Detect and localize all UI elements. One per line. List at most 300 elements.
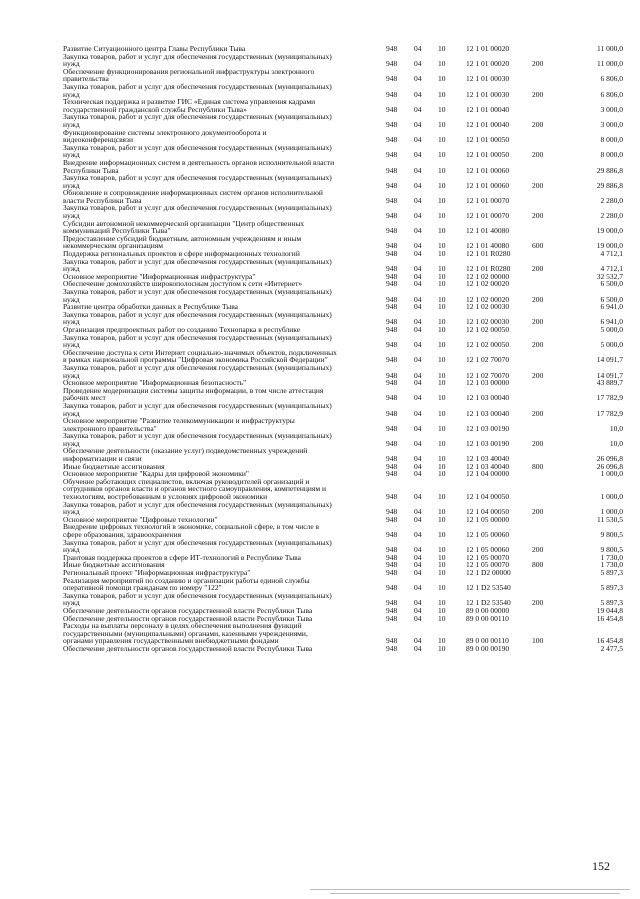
row-description: Закупка товаров, работ и услуг для обеспечения государственных (муниципальных) нужд — [63, 431, 332, 448]
row-expense-type-code: 200 — [532, 438, 544, 448]
row-section-code: 04 — [414, 393, 422, 403]
row-description: Основное мероприятие "Цифровые технологии" — [63, 514, 218, 524]
row-description: Закупка товаров, работ и услуг для обеспечения государственных (муниципальных) нужд — [63, 112, 332, 129]
row-section-code: 04 — [414, 211, 422, 221]
table-row — [63, 622, 623, 645]
row-ministry-code: 948 — [386, 560, 398, 570]
row-amount: 9 800,5 — [600, 545, 623, 555]
row-section-code: 04 — [414, 294, 422, 304]
row-description: Закупка товаров, работ и услуг для обеспечения государственных (муниципальных) нужд — [63, 309, 332, 327]
row-amount: 8 000,0 — [600, 135, 623, 145]
row-amount: 3 000,0 — [600, 119, 623, 129]
row-subsection-code: 10 — [438, 74, 446, 84]
row-amount: 29 886,8 — [596, 180, 623, 190]
row-ministry-code: 948 — [386, 294, 398, 304]
row-target-item-code: 12 1 02 00050 — [466, 340, 510, 350]
row-subsection-code: 10 — [438, 150, 446, 160]
row-ministry-code: 948 — [386, 59, 398, 69]
row-target-item-code: 12 1 03 00000 — [466, 378, 510, 388]
row-subsection-code: 10 — [438, 469, 446, 479]
row-target-item-code: 12 1 02 70070 — [466, 370, 510, 380]
row-ministry-code: 948 — [386, 514, 398, 524]
row-section-code: 04 — [414, 530, 422, 539]
row-target-item-code: 12 1 02 00030 — [466, 317, 510, 327]
row-target-item-code: 12 1 04 00050 — [466, 492, 510, 502]
row-subsection-code: 10 — [438, 104, 446, 114]
row-ministry-code: 948 — [386, 423, 398, 433]
row-subsection-code: 10 — [438, 393, 446, 403]
row-subsection-code: 10 — [438, 165, 446, 175]
row-description: Обеспечение домохозяйств широкополосным доступом к сети «Интернет» — [63, 279, 303, 289]
table-row — [63, 68, 623, 83]
row-expense-type-code: 200 — [532, 294, 544, 304]
row-amount: 1 000,0 — [600, 492, 623, 502]
row-expense-type-code: 200 — [532, 119, 544, 129]
row-target-item-code: 12 1 04 00050 — [466, 507, 510, 517]
row-expense-type-code: 200 — [532, 370, 544, 380]
table-row — [63, 113, 623, 128]
row-ministry-code: 948 — [386, 317, 398, 327]
row-ministry-code: 948 — [386, 605, 398, 615]
row-amount: 1 000,0 — [600, 507, 623, 517]
row-ministry-code: 948 — [386, 340, 398, 350]
row-expense-type-code: 600 — [532, 241, 544, 251]
row-ministry-code: 948 — [386, 393, 398, 403]
row-subsection-code: 10 — [438, 438, 446, 448]
row-section-code: 04 — [414, 567, 422, 577]
row-amount: 5 897,3 — [600, 583, 623, 593]
row-section-code: 04 — [414, 165, 422, 175]
row-subsection-code: 10 — [438, 408, 446, 418]
row-description: Закупка товаров, работ и услуг для обеспечения государственных (муниципальных) нужд — [63, 537, 332, 555]
table-row — [63, 129, 623, 144]
row-ministry-code: 948 — [386, 545, 398, 555]
row-section-code: 04 — [414, 461, 422, 471]
row-target-item-code: 12 1 05 00070 — [466, 560, 510, 570]
row-description: Основное мероприятие "Кадры для цифровой экономики" — [63, 469, 249, 479]
row-target-item-code: 12 1 01 40080 — [466, 226, 510, 236]
row-amount: 6 941,0 — [600, 317, 623, 327]
row-description: Техническая поддержка и развитие ГИС «Единая система управления кадрами государственной гражданской службы Республики Тыва» — [63, 97, 316, 114]
row-subsection-code: 10 — [438, 461, 446, 471]
row-ministry-code: 948 — [386, 636, 398, 646]
row-ministry-code: 948 — [386, 378, 398, 388]
row-section-code: 04 — [414, 264, 422, 274]
row-section-code: 04 — [414, 492, 422, 502]
row-section-code: 04 — [414, 583, 422, 593]
row-description: Обеспечение деятельности (оказание услуг) подведомственных учреждений информатизации и связи — [63, 446, 308, 464]
row-amount: 43 889,7 — [596, 378, 623, 388]
row-description: Обновление и сопровождение информационных систем органов исполнительной власти Республики Тыва — [63, 188, 323, 205]
row-description: Основное мероприятие "Информационная безопасность" — [63, 378, 247, 388]
table-row — [63, 220, 623, 235]
row-target-item-code: 89 0 00 00190 — [466, 643, 510, 653]
row-description: Закупка товаров, работ и услуг для обеспечения государственных (муниципальных) нужд — [63, 256, 332, 274]
row-target-item-code: 12 1 01 00040 — [466, 119, 510, 129]
row-description: Закупка товаров, работ и услуг для обеспечения государственных (муниципальных) нужд — [63, 51, 332, 69]
table-row — [63, 288, 623, 303]
row-target-item-code: 12 1 01 R0280 — [466, 249, 511, 259]
row-target-item-code: 12 1 01 R0280 — [466, 264, 511, 274]
row-description: Основное мероприятие "Развитие телекоммуникации и инфраструктуры электронного правительства" — [63, 416, 295, 433]
row-amount: 16 454,8 — [596, 613, 623, 623]
row-amount: 19 044,8 — [596, 605, 623, 615]
table-row — [63, 645, 623, 653]
row-description: Расходы на выплаты персоналу в целях обеспечения выполнения функций государственными (муниципальными) органами, казенными учреждениями, органами управления государственными внебюджетными фондами — [63, 621, 308, 646]
row-ministry-code: 948 — [386, 74, 398, 84]
row-amount: 11 000,0 — [597, 44, 623, 53]
row-amount: 5 897,3 — [600, 598, 623, 608]
row-target-item-code: 12 1 03 40040 — [466, 454, 510, 464]
table-row — [63, 53, 623, 68]
row-description: Иные бюджетные ассигнования — [63, 461, 165, 471]
row-subsection-code: 10 — [438, 423, 446, 433]
table-row — [63, 592, 623, 607]
table-row — [63, 98, 623, 113]
row-section-code: 04 — [414, 279, 422, 289]
table-row — [63, 417, 623, 432]
row-subsection-code: 10 — [438, 302, 446, 312]
row-subsection-code: 10 — [438, 560, 446, 570]
row-section-code: 04 — [414, 59, 422, 69]
row-target-item-code: 12 1 01 00030 — [466, 74, 510, 84]
row-section-code: 04 — [414, 195, 422, 205]
table-row — [63, 83, 623, 98]
row-expense-type-code: 200 — [532, 150, 544, 160]
row-expense-type-code: 200 — [532, 180, 544, 190]
row-ministry-code: 948 — [386, 438, 398, 448]
row-section-code: 04 — [414, 226, 422, 236]
row-target-item-code: 12 1 03 40040 — [466, 461, 510, 471]
row-target-item-code: 12 1 05 00000 — [466, 514, 510, 524]
table-row — [63, 349, 623, 364]
row-subsection-code: 10 — [438, 226, 446, 236]
row-target-item-code: 12 1 01 00050 — [466, 135, 510, 145]
row-subsection-code: 10 — [438, 317, 446, 327]
row-amount: 19 000,0 — [596, 241, 623, 251]
row-target-item-code: 12 1 01 00020 — [466, 59, 510, 69]
table-row — [63, 204, 623, 219]
row-amount: 11 000,0 — [597, 59, 623, 69]
row-expense-type-code: 200 — [532, 89, 544, 99]
row-ministry-code: 948 — [386, 370, 398, 380]
row-description: Обеспечение деятельности органов государственной власти Республики Тыва — [63, 613, 313, 623]
row-description: Развитие Ситуационного центра Главы Республики Тыва — [63, 44, 246, 53]
row-amount: 5 000,0 — [600, 324, 623, 334]
row-section-code: 04 — [414, 302, 422, 312]
row-subsection-code: 10 — [438, 59, 446, 69]
row-subsection-code: 10 — [438, 294, 446, 304]
row-amount: 2 477,5 — [600, 643, 623, 653]
row-expense-type-code: 200 — [532, 59, 544, 69]
row-target-item-code: 12 1 02 70070 — [466, 355, 510, 365]
row-target-item-code: 12 1 02 00020 — [466, 279, 510, 289]
row-amount: 1 730,0 — [600, 560, 623, 570]
row-expense-type-code: 100 — [532, 636, 544, 646]
row-target-item-code: 89 0 00 00110 — [466, 636, 509, 646]
row-subsection-code: 10 — [438, 195, 446, 205]
row-target-item-code: 12 1 02 00050 — [466, 324, 510, 334]
row-section-code: 04 — [414, 271, 422, 281]
row-subsection-code: 10 — [438, 355, 446, 365]
row-ministry-code: 948 — [386, 271, 398, 281]
row-description: Закупка товаров, работ и услуг для обеспечения государственных (муниципальных) нужд — [63, 590, 332, 608]
row-amount: 11 530,5 — [597, 514, 623, 524]
row-amount: 26 096,8 — [596, 454, 623, 464]
row-ministry-code: 948 — [386, 119, 398, 129]
row-ministry-code: 948 — [386, 492, 398, 502]
row-ministry-code: 948 — [386, 552, 398, 562]
row-expense-type-code: 200 — [532, 264, 544, 274]
row-target-item-code: 12 1 03 00190 — [466, 423, 510, 433]
row-subsection-code: 10 — [438, 44, 446, 53]
row-ministry-code: 948 — [386, 180, 398, 190]
row-expense-type-code: 200 — [532, 211, 544, 221]
row-ministry-code: 948 — [386, 567, 398, 577]
row-amount: 29 886,8 — [596, 165, 623, 175]
row-amount: 3 000,0 — [600, 104, 623, 114]
row-subsection-code: 10 — [438, 605, 446, 615]
row-target-item-code: 12 1 02 00030 — [466, 302, 510, 312]
row-ministry-code: 948 — [386, 613, 398, 623]
row-section-code: 04 — [414, 423, 422, 433]
row-description: Закупка товаров, работ и услуг для обеспечения государственных (муниципальных) нужд — [63, 81, 332, 99]
row-amount: 16 454,8 — [596, 636, 623, 646]
row-section-code: 04 — [414, 552, 422, 562]
table-row — [63, 447, 623, 462]
row-section-code: 04 — [414, 643, 422, 653]
row-subsection-code: 10 — [438, 643, 446, 653]
row-target-item-code: 12 1 01 00020 — [466, 44, 510, 53]
row-subsection-code: 10 — [438, 370, 446, 380]
row-description: Развитие центра обработки данных в Республике Тыва — [63, 302, 239, 312]
row-section-code: 04 — [414, 560, 422, 570]
row-target-item-code: 12 1 04 00000 — [466, 469, 510, 479]
table-row — [63, 189, 623, 204]
row-expense-type-code: 800 — [532, 560, 544, 570]
row-section-code: 04 — [414, 44, 422, 53]
row-section-code: 04 — [414, 378, 422, 388]
row-amount: 5 897,3 — [600, 567, 623, 577]
row-section-code: 04 — [414, 454, 422, 464]
table-row — [63, 539, 623, 554]
table-row — [63, 235, 623, 250]
row-ministry-code: 948 — [386, 454, 398, 464]
row-amount: 6 941,0 — [600, 302, 623, 312]
row-ministry-code: 948 — [386, 135, 398, 145]
row-subsection-code: 10 — [438, 271, 446, 281]
row-ministry-code: 948 — [386, 226, 398, 236]
row-target-item-code: 12 1 05 00070 — [466, 552, 510, 562]
page-number: 152 — [592, 859, 610, 873]
row-description: Предоставление субсидий бюджетным, автономным учреждениям и иным некоммерческим организациям — [63, 233, 302, 251]
row-target-item-code: 12 1 02 00000 — [466, 271, 510, 281]
row-target-item-code: 12 1 05 00060 — [466, 545, 510, 555]
row-description: Обеспечение деятельности органов государственной власти Республики Тыва — [63, 643, 313, 653]
row-ministry-code: 948 — [386, 89, 398, 99]
row-amount: 10,0 — [609, 438, 623, 448]
row-subsection-code: 10 — [438, 545, 446, 555]
row-ministry-code: 948 — [386, 598, 398, 608]
row-target-item-code: 12 1 01 00070 — [466, 195, 510, 205]
row-target-item-code: 89 0 00 00110 — [466, 613, 509, 623]
row-subsection-code: 10 — [438, 454, 446, 464]
row-description: Закупка товаров, работ и услуг для обеспечения государственных (муниципальных) нужд — [63, 400, 332, 418]
row-amount: 32 532,7 — [596, 271, 623, 281]
row-description: Обеспечение доступа к сети Интернет социально-значимых объектов, подключенных в рамках национальной программы "Цифровая экономика Российской Федерации" — [63, 347, 337, 365]
table-row — [63, 523, 623, 538]
row-section-code: 04 — [414, 605, 422, 615]
table-row — [63, 478, 623, 501]
row-subsection-code: 10 — [438, 249, 446, 259]
row-description: Иные бюджетные ассигнования — [63, 560, 165, 570]
row-ministry-code: 948 — [386, 211, 398, 221]
row-ministry-code: 948 — [386, 104, 398, 114]
scan-footer-line — [310, 889, 630, 890]
table-row — [63, 501, 623, 516]
row-ministry-code: 948 — [386, 643, 398, 653]
row-amount: 1 730,0 — [600, 552, 623, 562]
row-amount: 6 806,0 — [600, 74, 623, 84]
budget-table — [63, 45, 623, 653]
row-amount: 4 712,1 — [600, 249, 623, 259]
row-section-code: 04 — [414, 469, 422, 479]
row-target-item-code: 12 1 D2 53540 — [466, 598, 511, 608]
row-section-code: 04 — [414, 135, 422, 145]
row-amount: 5 000,0 — [600, 340, 623, 350]
row-description: Организация предпроектных работ по созданию Технопарка в республике — [63, 324, 301, 334]
row-description: Внедрение цифровых технологий в экономике, социальной сфере, в том числе в сфере образования, здравоохранения — [63, 522, 320, 539]
row-ministry-code: 948 — [386, 195, 398, 205]
row-target-item-code: 12 1 01 40080 — [466, 241, 510, 251]
row-ministry-code: 948 — [386, 165, 398, 175]
row-ministry-code: 948 — [386, 279, 398, 289]
row-amount: 8 000,0 — [600, 150, 623, 160]
row-section-code: 04 — [414, 150, 422, 160]
row-description: Закупка товаров, работ и услуг для обеспечения государственных (муниципальных) нужд — [63, 362, 332, 380]
row-subsection-code: 10 — [438, 552, 446, 562]
row-ministry-code: 948 — [386, 583, 398, 593]
row-amount: 14 091,7 — [596, 370, 623, 380]
row-ministry-code: 948 — [386, 469, 398, 479]
row-section-code: 04 — [414, 340, 422, 350]
row-section-code: 04 — [414, 545, 422, 555]
row-subsection-code: 10 — [438, 135, 446, 145]
row-description: Закупка товаров, работ и услуг для обеспечения государственных (муниципальных) нужд — [63, 499, 332, 517]
row-subsection-code: 10 — [438, 119, 446, 129]
row-section-code: 04 — [414, 89, 422, 99]
row-section-code: 04 — [414, 507, 422, 517]
table-row — [63, 159, 623, 174]
row-description: Основное мероприятие "Информационная инфраструктура" — [63, 271, 256, 281]
row-description: Обучение работающих специалистов, включая руководителей организаций и сотрудников органов власти и органов местного самоуправления, компетенциям и технологиям, востребованным в условиях цифровой экономики — [63, 476, 326, 502]
row-section-code: 04 — [414, 74, 422, 84]
row-description: Закупка товаров, работ и услуг для обеспечения государственных (муниципальных) нужд — [63, 203, 332, 221]
row-target-item-code: 12 1 03 00040 — [466, 393, 510, 403]
row-description: Поддержка региональных проектов в сфере информационных технологий — [63, 249, 300, 259]
row-target-item-code: 12 1 D2 53540 — [466, 583, 511, 593]
row-target-item-code: 12 1 D2 00000 — [466, 567, 511, 577]
row-target-item-code: 12 1 01 00060 — [466, 180, 510, 190]
row-ministry-code: 948 — [386, 461, 398, 471]
row-section-code: 04 — [414, 119, 422, 129]
table-row — [63, 364, 623, 379]
row-subsection-code: 10 — [438, 89, 446, 99]
row-subsection-code: 10 — [438, 180, 446, 190]
row-description: Реализация мероприятий по созданию и организации работы единой службы оперативной помощи гражданам по номеру "122" — [63, 575, 310, 593]
row-amount: 6 500,0 — [600, 294, 623, 304]
row-section-code: 04 — [414, 317, 422, 327]
row-amount: 17 782,9 — [596, 408, 623, 418]
row-description: Обеспечение деятельности органов государственной власти Республики Тыва — [63, 605, 313, 615]
row-section-code: 04 — [414, 180, 422, 190]
row-target-item-code: 89 0 00 00000 — [466, 605, 510, 615]
row-amount: 9 800,5 — [600, 530, 623, 539]
row-section-code: 04 — [414, 370, 422, 380]
row-description: Обеспечение функционирования региональной инфраструктуры электронного правительства — [63, 66, 315, 84]
row-amount: 2 280,0 — [600, 211, 623, 221]
row-description: Проведение модернизации системы защиты информации, в том числе аттестация рабочих мест — [63, 385, 324, 403]
row-target-item-code: 12 1 05 00060 — [466, 530, 510, 539]
table-row — [63, 258, 623, 273]
row-description: Закупка товаров, работ и услуг для обеспечения государственных (муниципальных) нужд — [63, 173, 332, 190]
row-section-code: 04 — [414, 514, 422, 524]
table-row — [63, 402, 623, 417]
row-subsection-code: 10 — [438, 583, 446, 593]
row-target-item-code: 12 1 01 00050 — [466, 150, 510, 160]
row-subsection-code: 10 — [438, 567, 446, 577]
row-target-item-code: 12 1 02 00020 — [466, 294, 510, 304]
row-subsection-code: 10 — [438, 340, 446, 350]
table-row — [63, 387, 623, 402]
table-row — [63, 577, 623, 592]
row-amount: 26 096,8 — [596, 461, 623, 471]
row-subsection-code: 10 — [438, 492, 446, 502]
row-ministry-code: 948 — [386, 44, 398, 53]
row-ministry-code: 948 — [386, 150, 398, 160]
row-description: Функционирование системы электронного документооборота и видеоконференцсвязи — [63, 127, 267, 145]
row-ministry-code: 948 — [386, 355, 398, 365]
table-row — [63, 311, 623, 326]
row-description: Закупка товаров, работ и услуг для обеспечения государственных (муниципальных) нужд — [63, 332, 332, 350]
row-section-code: 04 — [414, 324, 422, 334]
row-subsection-code: 10 — [438, 514, 446, 524]
row-subsection-code: 10 — [438, 598, 446, 608]
scan-footer-line — [330, 893, 620, 894]
table-row — [63, 174, 623, 189]
row-section-code: 04 — [414, 408, 422, 418]
row-description: Внедрение информационных систем в деятельность органов исполнительной власти Республики Тыва — [63, 157, 335, 175]
row-target-item-code: 12 1 01 00040 — [466, 104, 510, 114]
row-section-code: 04 — [414, 438, 422, 448]
row-subsection-code: 10 — [438, 211, 446, 221]
row-target-item-code: 12 1 03 00190 — [466, 438, 510, 448]
row-amount: 1 000,0 — [600, 469, 623, 479]
row-amount: 14 091,7 — [596, 355, 623, 365]
row-expense-type-code: 200 — [532, 317, 544, 327]
row-section-code: 04 — [414, 249, 422, 259]
row-subsection-code: 10 — [438, 324, 446, 334]
row-target-item-code: 12 1 01 00060 — [466, 165, 510, 175]
row-expense-type-code: 200 — [532, 340, 544, 350]
row-amount: 6 806,0 — [600, 89, 623, 99]
row-subsection-code: 10 — [438, 507, 446, 517]
row-amount: 4 712,1 — [600, 264, 623, 274]
table-row — [63, 432, 623, 447]
row-description: Закупка товаров, работ и услуг для обеспечения государственных (муниципальных) нужд — [63, 142, 332, 160]
row-ministry-code: 948 — [386, 507, 398, 517]
row-target-item-code: 12 1 01 00070 — [466, 211, 510, 221]
